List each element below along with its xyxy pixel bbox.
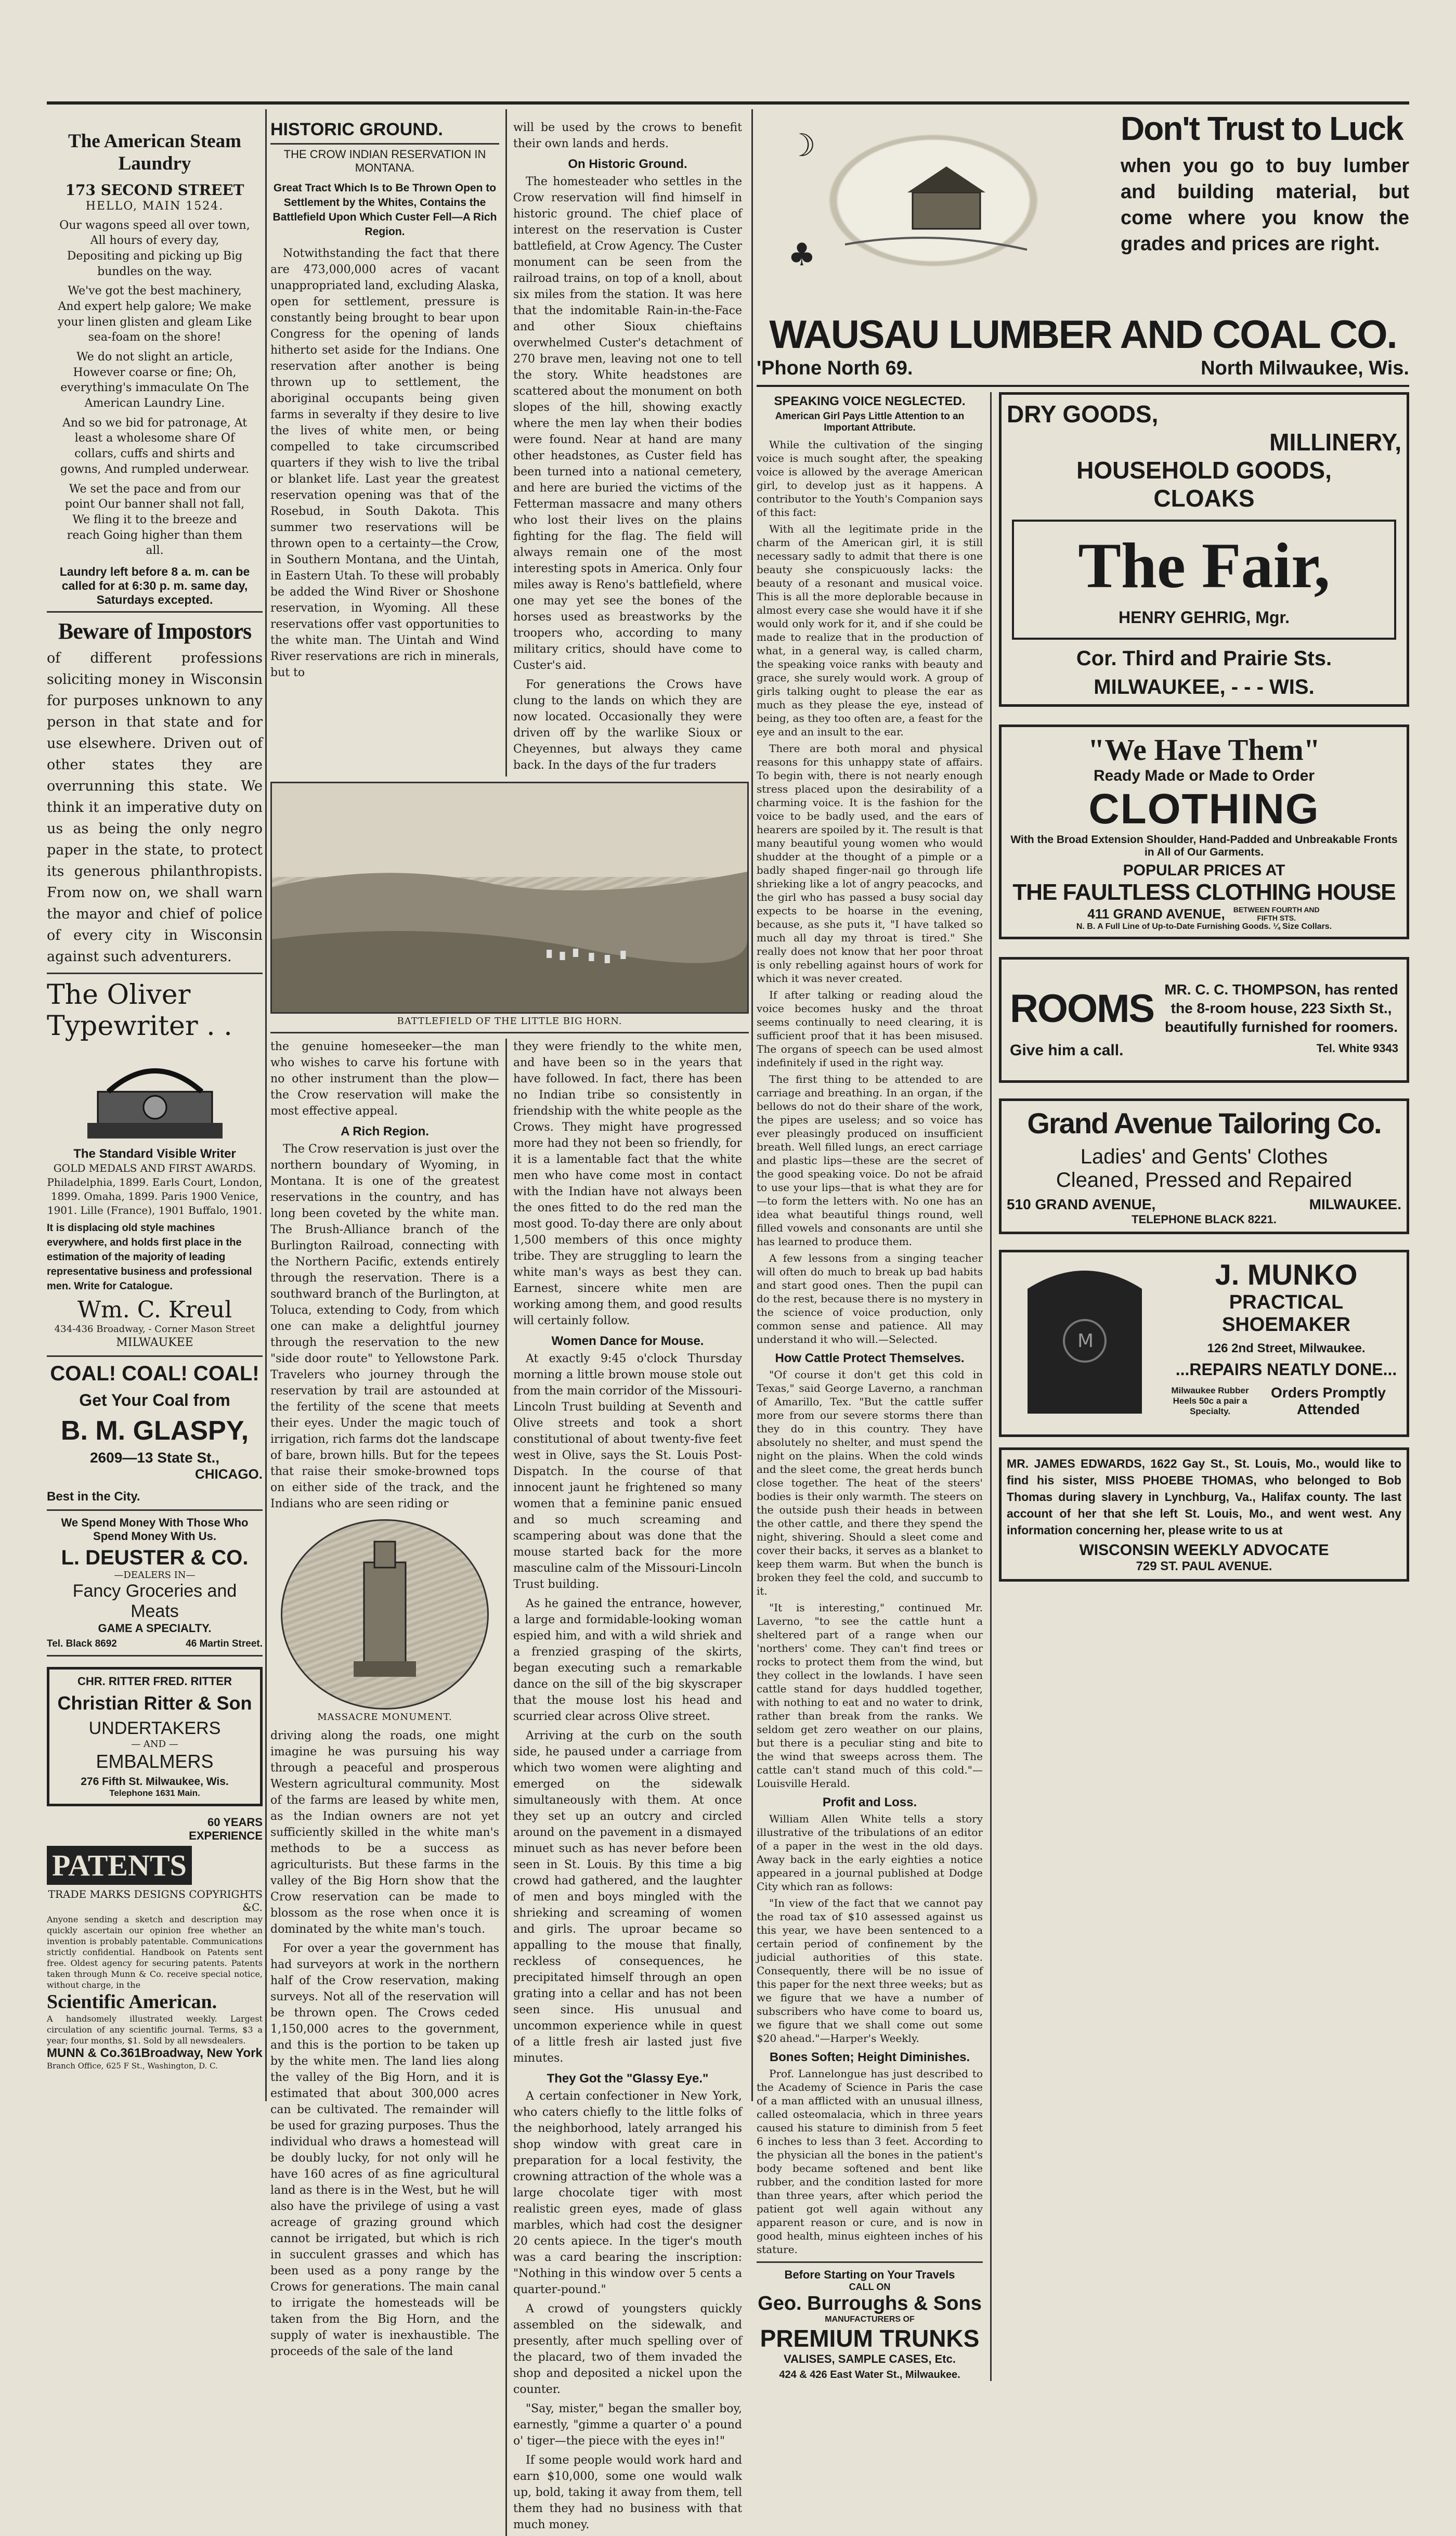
fair-ad	[999, 392, 1409, 707]
notice-address: 729 ST. PAUL AVENUE.	[1136, 1559, 1272, 1573]
article-paragraph: As he gained the entrance, however, a large and formidable-looking woman espied him, and with a wild shriek and a frenzied grasping of the skirts, began executing such a remarkable dance on the sill of the big skyscraper that the mouse lost his head and scurried clear across Olive street.	[513, 1597, 742, 1723]
profit-headline: Profit and Loss.	[822, 1795, 917, 1809]
rooms-footer	[1010, 1042, 1398, 1059]
laundry-note: Laundry left before 8 a. m. can be called for at 6:30 p. m. same day, Saturdays excepted.	[59, 564, 250, 606]
wausau-headline: Don't Trust to Luck	[1121, 110, 1403, 147]
column-ads-right	[999, 392, 1409, 2381]
coal-name: B. M. GLASPY,	[60, 1415, 249, 1446]
trunks-mfr: MANUFACTURERS OF	[825, 2315, 915, 2324]
oliver-name: Wm. C. Kreul	[77, 1296, 232, 1323]
deuster-name: L. DEUSTER & CO.	[61, 1546, 249, 1569]
tailor-address: 510 GRAND AVENUE,	[1007, 1196, 1156, 1212]
clothing-desc: With the Broad Extension Shoulder, Hand-Padded and Unbreakable Fronts in All of Our Garments.	[1010, 834, 1398, 858]
deuster-game: GAME A SPECIALTY.	[98, 1622, 212, 1635]
glassy-eye-headline: They Got the "Glassy Eye."	[547, 2072, 709, 2086]
svg-text:M: M	[1077, 1330, 1094, 1352]
ritter-and: — AND —	[131, 1739, 178, 1750]
patents-sub: TRADE MARKS DESIGNS COPYRIGHTS &C.	[48, 1887, 263, 1913]
wausau-footer	[757, 357, 1409, 380]
voice-deck: American Girl Pays Little Attention to an Important Attribute.	[775, 411, 965, 433]
article-paragraph: "In view of the fact that we cannot pay the road tax of $10 assessed against us this year, we have been sentenced to a certain period of confinement by the judicial authorities of this state. Consequently, there will be no issue of this paper for the next three weeks; but as we figure that we have a number of subscribers who have come to board us, we figure that we shall come out some $20 ahead."—Harper's Weekly.	[757, 1897, 983, 2045]
oliver-body: It is displacing old style machines everywhere, and holds first place in the estimation of the majority of leading representative business and professional men. Write for Catalogue.	[47, 1222, 252, 1292]
article-paragraph: A few lessons from a singing teacher will often do much to break up bad habits and start good ones. Then the pupil can do the rest, because there is no mystery in the science of voice production, only common sense and patience. All may understand it who will.—Selected.	[757, 1252, 983, 1345]
laundry-verse: We set the pace and from our point Our banner shall not fall, We fling it to the breeze and reach Going higher than them all.	[64, 482, 245, 558]
clothing-title: CLOTHING	[1088, 785, 1320, 833]
article-paragraph: they were friendly to the white men, and have been so in the years that have followed. In fact, there has been no Indian tribe so consistently in friendship with the white people as the Crows. They might have progressed more had they not been so friendly, for it is a lamentable fact that the white men who have come most in contact with the Indian have not always been the ones fitted to do the red man the most good. To-day there are only about 1,500 members of this once mighty tribe. They are struggling to learn the white man's ways as best they can. Earnest, sincere white men are working among them, and good results will certainly follow.	[513, 1040, 742, 1327]
oliver-address: 434-436 Broadway, - Corner Mason Street	[54, 1323, 255, 1335]
article-paragraph: Prof. Lannelongue has just described to the Academy of Science in Paris the case of a man afflicted with an unusual illness, called osteomalacia, which in three years caused his stature to diminish from 5 feet 6 inches to less than 3 feet. According to the physician all the bones in the patient's body became softened and bent like rubber, and the condition lasted for more than three years, after which period the patient got well again without any apparent reason or cure, and is now in good health, minus eighteen inches of his stature.	[757, 2067, 983, 2256]
newspaper-page	[47, 99, 1409, 2531]
historic-top	[270, 109, 749, 777]
clothing-note: N. B. A Full Line of Up-to-Date Furnishing Goods. ¼ Size Collars.	[1076, 922, 1332, 931]
article-paragraph: With all the legitimate pride in the charm of the American girl, it is still necessary sadly to admit that there is one beauty she conspicuously lacks: the beauty of a resonant and musical voice. This is all the more deplorable because in almost every case she would have it if she would only work for it, and if she could be made to realize that in the production of what, in a general way, is called charm, the speaking voice ranks with beauty and grace, she surely would work. A group of girls talking ought to please the ear as much as they please the eye, instead of being, as they too often are, a feast for the eye and an insult to the ear.	[757, 523, 983, 738]
coal-best: Best in the City.	[47, 1489, 140, 1504]
laundry-verse: Our wagons speed all over town, All hours of every day, Depositing and picking up Big bundles on the way.	[59, 218, 250, 278]
rooms-call: Give him a call.	[1010, 1042, 1124, 1059]
tailor-line1: Ladies' and Gents' Clothes	[1080, 1145, 1328, 1168]
cabin-drawing	[757, 109, 1110, 312]
trunks-name: Geo. Burroughs & Sons	[758, 2293, 982, 2314]
deuster-goods: Fancy Groceries and Meats	[72, 1581, 237, 1622]
mouse-headline: Women Dance for Mouse.	[551, 1334, 704, 1348]
trunks-call: CALL ON	[849, 2282, 891, 2292]
fair-goods: HOUSEHOLD GOODS,	[1076, 457, 1332, 484]
wausau-phone: 'Phone North 69.	[757, 357, 913, 379]
patents-body: Anyone sending a sketch and description may quickly ascertain our opinion free whether an invention is probably patentable. Communications strictly confidential. Handbook on Patents sent free. Oldest agency for securing patents. Patents taken through Munn & Co. receive special notice, without charge, in the	[47, 1914, 263, 1990]
ritter-line2: EMBALMERS	[96, 1750, 214, 1772]
munko-address: 126 2nd Street, Milwaukee.	[1207, 1341, 1366, 1355]
laundry-verse: We've got the best machinery, And expert help galore; We make your linen glisten and gleam Like sea-foam on the shore!	[57, 284, 252, 344]
patents-branch: Branch Office, 625 F St., Washington, D. C.	[47, 2061, 218, 2071]
svg-text:♣: ♣	[788, 237, 816, 273]
laundry-title: The American Steam Laundry	[68, 131, 241, 174]
rich-region-section	[270, 1039, 749, 2536]
deuster-tel: Tel. Black 8692	[47, 1638, 117, 1650]
historic-col-a	[270, 109, 499, 777]
article-paragraph: The Crow reservation is just over the northern boundary of Wyoming, in Montana. It is one of the greatest reservations in the country, and has long been coveted by the white man. The Brush-Alliance branch of the Burlington Railroad, connecting with the Northern Pacific, extends entirely through the reservation. There is a southward branch of the Burlington, at Toluca, extending to Cody, from which one can make a delightful journey through the reservation to the new "side door route" to Yellowstone Park. Travelers who journey through the reservation by trail are astounded at the fertility of the scene that meets their eyes. Under the magic touch of irrigation, rich farms dot the landscape of bare, brown hills. But for the tepees that raise their smoke-browned tops on either side of the track, and the Indians who are seen riding or	[270, 1143, 499, 1510]
column-right	[757, 109, 1409, 2380]
oliver-sub: The Standard Visible Writer	[73, 1146, 236, 1161]
typewriter-illustration	[77, 1045, 233, 1144]
impostors-body: of different professions soliciting money in Wisconsin for purposes unknown to any person in that state and for use elsewhere. Driven out of other states they are overrunning this state. We think it an imperative duty on us as being the only negro paper in the state, to protect its generous philanthropists. From now on, we shall warn the mayor and chief of police of every city in Wisconsin against such adventurers.	[47, 650, 263, 965]
tailor-city: MILWAUKEE.	[1309, 1196, 1401, 1212]
coal-title: COAL! COAL! COAL!	[50, 1362, 259, 1385]
article-paragraph: A certain confectioner in New York, who caters chiefly to the little folks of the neighborhood, lately arranged his shop window with great care in preparation for a local festivity, the crowning attraction of the whole was a large chocolate tiger with most realistic green eyes, made of glass marbles, which had cost the designer 20 cents apiece. In the tiger's mouth was a card bearing the inscription: "Nothing in this window over 5 cents a quarter-pound."	[513, 2090, 742, 2296]
article-paragraph: For generations the Crows have clung to the lands on which they are now located. Occasionally they were driven off by the warlike Sioux or Cheyennes, but always they came back. In the days of the fur traders	[513, 678, 742, 772]
horseshoe-illustration	[757, 109, 1110, 312]
wausau-address: North Milwaukee, Wis.	[1201, 357, 1409, 379]
tailor-title: Grand Avenue Tailoring Co.	[1027, 1107, 1381, 1140]
article-paragraph: The first thing to be attended to are carriage and breathing. In an organ, if the bellows do not do their share of the work, the pipes are useless; and so voice has ever pleasingly produced on insufficient breath. Well filled lungs, an erect carriage and plastic lips—these are the secret of the good speaking voice. Do not be afraid to use your lips—that is what they are for—to form the letters with. No one has an idea what beautiful things round, well filled vowels and consonants are until she has learned to produce them.	[757, 1073, 983, 1248]
tailor-footer	[1007, 1196, 1401, 1213]
deuster-footer	[47, 1638, 263, 1650]
laundry-verse: We do not slight an article, However coarse or fine; Oh, everything's immaculate On The American Laundry Line.	[60, 351, 249, 410]
article-paragraph: "Of course it don't get this cold in Texas," said George Laverno, a ranchman of Amarillo, Tex. "But the cattle suffer more from our severe storms there than they do in this country. They have absolutely no shelter, and must spend the night on the plains. When the cold winds and the sleet come, the great herds bunch close together. The heat of the steers' bodies is their only warmth. The steers on the outside push their heads in between the other cattle, and there they spend the night, shivering. Should a sleet come and cover their backs, it serves as a blanket to keep them warm. But when the bunch is broken they feel the cold, and succumb to it.	[757, 1368, 983, 1597]
column-voice	[757, 392, 983, 2381]
fair-inner-box	[1012, 520, 1396, 640]
rooms-body: MR. C. C. THOMPSON, has rented the 8-room house, 223 Sixth St., beautifully furnished for roomers.	[1164, 981, 1398, 1035]
missing-sister-notice	[999, 1447, 1409, 1582]
clothing-head: "We Have Them"	[1088, 733, 1320, 767]
article-paragraph: the genuine homeseeker—the man who wishes to carve his fortune with no other instrument than the plow—the Crow reservation will make the most effective appeal.	[270, 1040, 499, 1118]
laundry-address: 173 SECOND STREET	[65, 182, 244, 199]
deuster-ad	[47, 1511, 263, 1657]
oliver-title: The Oliver Typewriter . .	[47, 979, 232, 1042]
inner-rule	[505, 1039, 507, 2536]
rich-subhead: A Rich Region.	[341, 1124, 429, 1138]
coal-ad	[47, 1357, 263, 1511]
patents-paper: Scientific American.	[47, 1990, 217, 2013]
massacre-monument-illustration	[281, 1519, 489, 1710]
article-paragraph: For over a year the government has had surveyors at work in the northern half of the Crow reservation, making surveys. Not all of the reservation will be thrown open. The Crows ceded 1,150,000 acres to the government, and this is the portion to be taken up by the white men. The land lies along the valley of the Big Horn, and it is estimated that about 300,000 acres can be cultivated. The remainder will be used for grazing purposes. Thus the individual who draws a homestead will be doubly lucky, for not only will he have 160 acres of as fine agricultural land as there is in the West, but he will also have the privilege of using a vast acreage of grazing ground which cannot be irrigated, but which is rich in succulent grasses and which has been used as a pony range by the Crows for generations. The main canal to irrigate the homesteads will be taken from the Big Horn, and the supply of water is inexhaustible. The proceeds of the sale of the land	[270, 1942, 499, 2358]
munko-heels: Milwaukee Rubber Heels 50c a pair a Specialty.	[1171, 1386, 1249, 1416]
munko-copy	[1171, 1258, 1401, 1429]
fair-goods: DRY GOODS,	[1007, 400, 1159, 428]
ritter-ad	[47, 1667, 263, 1806]
article-paragraph: William Allen White tells a story illustrative of the tribulations of an editor of a paper in the west in the old days. Away back in the early eighties a notice appeared in a journal published at Dodge City which ran as follows:	[757, 1813, 983, 1893]
clothing-between: BETWEEN FOURTH AND FIFTH STS.	[1233, 905, 1320, 922]
patents-body2: A handsomely illustrated weekly. Largest circulation of any scientific journal. Terms, $3 a year; four months, $1. Sold by all newsdealers.	[47, 2013, 263, 2046]
article-paragraph: will be used by the crows to benefit their own lands and herds.	[513, 121, 742, 150]
wausau-body: when you go to buy lumber and building material, but come where you know the grades and prices are right.	[1121, 155, 1409, 255]
deuster-address: 46 Martin Street.	[186, 1638, 263, 1650]
munko-orders: Orders Promptly Attended	[1271, 1385, 1386, 1417]
monument-drawing	[282, 1521, 487, 1708]
oliver-ad	[47, 974, 263, 1357]
clothing-address: 411 GRAND AVENUE,	[1087, 905, 1225, 922]
patents-title: PATENTS	[47, 1846, 192, 1885]
oliver-city: MILWAUKEE	[116, 1336, 193, 1350]
wausau-ad	[757, 109, 1409, 387]
patents-experience: 60 YEARS EXPERIENCE	[189, 1815, 263, 1842]
bones-headline: Bones Soften; Height Diminishes.	[769, 2050, 970, 2064]
historic-headline: HISTORIC GROUND.	[270, 120, 443, 139]
rooms-row	[1010, 980, 1398, 1037]
article-paragraph: There are both moral and physical reasons for this unhappy state of affairs. To begin with, there is not nearly enough stress placed upon the desirability of a charming voice. It is the fashion for the voice to be badly used, and the ears of hearers are spoiled by it. The result is that many beautiful young women who would shudder at the thought of a pimple or a badly shaped finger-nail go through life shrieking like a lot of angry peacocks, and the girl who has passed a busy social day expects to be hoarse in the evening, because, as she puts it, "I have talked so much all day my throat is tired." She really does not know that her poor throat is only rebelling against hours of work for which it was never created.	[757, 742, 983, 985]
laundry-phone: HELLO, MAIN 1524.	[85, 200, 224, 213]
article-paragraph: If some people would work hard and earn $10,000, some one would walk up, bold, taking it away from them, tell them they had no business with that much money.	[513, 2454, 742, 2531]
column-articles	[270, 109, 749, 2531]
article-paragraph: At exactly 9:45 o'clock Thursday morning a little brown mouse stole out from the main corridor of the Missouri-Lincoln Trust building at Seventh and Olive streets and took a short constitutional of about twenty-five feet west in Olive, says the St. Louis Post-Dispatch. In the course of that innocent jaunt he frightened so many women that a feminine panic ensued and so much screaming and scampering about was done that the mouse started back for the more masculine calm of the Missouri-Lincoln Trust building.	[513, 1352, 742, 1591]
coal-city: CHICAGO.	[195, 1466, 263, 1482]
fair-title: The Fair,	[1078, 530, 1330, 601]
historic-col-b	[513, 109, 742, 777]
column-divider	[265, 109, 267, 2101]
wausau-name: WAUSAU LUMBER AND COAL CO.	[769, 313, 1397, 357]
patents-firm: MUNN & Co.361Broadway, New York	[47, 2046, 263, 2060]
patents-ad	[47, 1810, 263, 2071]
deuster-lead: We Spend Money With Those Who Spend Money With Us.	[61, 1516, 249, 1543]
rooms-ad	[999, 957, 1409, 1083]
trunks-lead: Before Starting on Your Travels	[784, 2268, 955, 2281]
article-paragraph: If after talking or reading aloud the voice becomes husky and the throat seems continually to need clearing, it is sufficient proof that it has been misused. The organs of speech can be used almost indefinitely if used in the right way.	[757, 989, 983, 1069]
lower-right	[757, 392, 1409, 2381]
coal-sub: Get Your Coal from	[79, 1390, 230, 1409]
clothing-house: THE FAULTLESS CLOTHING HOUSE	[1012, 879, 1396, 905]
ritter-address: 276 Fifth St. Milwaukee, Wis.	[81, 1775, 229, 1788]
notice-paper: WISCONSIN WEEKLY ADVOCATE	[1079, 1542, 1329, 1559]
fair-goods: CLOAKS	[1153, 485, 1255, 512]
column-ads-left	[47, 109, 263, 2101]
tailor-line2: Cleaned, Pressed and Repaired	[1056, 1169, 1353, 1192]
battlefield-caption: BATTLEFIELD OF THE LITTLE BIG HORN.	[397, 1016, 622, 1027]
tailor-ad	[999, 1098, 1409, 1234]
fair-address: Cor. Third and Prairie Sts.	[1076, 647, 1332, 670]
monument-caption: MASSACRE MONUMENT.	[317, 1712, 452, 1723]
historic-subhead: On Historic Ground.	[568, 157, 687, 171]
impostors-title: Beware of Impostors	[58, 618, 252, 644]
clothing-ad	[999, 724, 1409, 939]
article-paragraph: A crowd of youngsters quickly assembled on the sidewalk, and presently, after much spelling over of the placard, two of them invaded the shop and deposited a nickel upon the counter.	[513, 2302, 742, 2396]
article-paragraph: While the cultivation of the singing voice is much sought after, the speaking voice is allowed by the average American girl, to develop just as it happens. A contributor to the Youth's Companion says of this fact:	[757, 438, 983, 519]
munko-ad	[999, 1250, 1409, 1437]
cattle-headline: How Cattle Protect Themselves.	[775, 1351, 965, 1365]
clothing-sub: Ready Made or Made to Order	[1093, 767, 1315, 784]
clothing-prices: POPULAR PRICES AT	[1123, 862, 1285, 879]
trunks-address: 424 & 426 East Water St., Milwaukee.	[779, 2369, 960, 2380]
munko-footer	[1171, 1385, 1401, 1418]
laundry-verse: And so we bid for patronage, At least a wholesome share Of collars, cuffs and shirts and gowns, And rumpled underwear.	[60, 416, 250, 476]
shoe-heel-icon	[1007, 1258, 1163, 1429]
ritter-names: CHR. RITTER FRED. RITTER	[77, 1675, 232, 1688]
clothing-address-row	[1007, 905, 1401, 922]
rooms-tel: Tel. White 9343	[1316, 1042, 1398, 1055]
notice-body: MR. JAMES EDWARDS, 1622 Gay St., St. Louis, Mo., would like to find his sister, MISS PHOEBE THOMAS, who belonged to Bob Thomas during slavery in Lynchburg, Va., Halifax county. The last account of her that she left St. Louis, Mo., and went west. Any information concerning her, please write to us at	[1007, 1457, 1401, 1537]
trunks-ad	[757, 2268, 983, 2381]
column-divider	[751, 109, 753, 2101]
munko-title: PRACTICAL SHOEMAKER	[1221, 1291, 1351, 1336]
rich-col-b	[513, 1039, 742, 2536]
laundry-ad	[47, 130, 263, 613]
ritter-line1: UNDERTAKERS	[88, 1718, 221, 1739]
voice-headline: SPEAKING VOICE NEGLECTED.	[774, 394, 966, 408]
rooms-title: ROOMS	[1010, 986, 1154, 1031]
article-paragraph: Arriving at the curb on the south side, he paused under a carriage from which two women were alighting and emerged on the sidewalk simultaneously with them. At once they set up an outcry and circled around on the pavement in a dismayed minuet such as has never before been seen in St. Louis. By this time a big crowd had gathered, and the laughter of men and boys mingled with the shrieking and screaming of women and girls. The uproar became so appalling to the mouse that finally, reckless of consequences, he precipitated himself through an open grating into a cellar and has not been seen since. His unusual and uncommon experience while in quest of a little fresh air lasted just five minutes.	[513, 1729, 742, 2065]
historic-sub: THE CROW INDIAN RESERVATION IN MONTANA.	[283, 148, 486, 174]
inner-rule	[990, 392, 992, 2381]
fair-manager: HENRY GEHRIG, Mgr.	[1119, 608, 1290, 627]
rich-col-a	[270, 1039, 499, 2536]
ritter-title: Christian Ritter & Son	[57, 1692, 252, 1714]
article-paragraph: driving along the roads, one might imagine he was pursuing his way through a peaceful and prosperous Western agricultural community. Most of the farms are leased by white men, as the Indian owners are not yet sufficiently skilled in the white man's methods to be a success as agriculturists. But these farms in the valley of the Big Horn show that the Crow reservation can be made to blossom as the rose when once it is dominated by the white man's touch.	[270, 1729, 499, 1936]
impostors-ad	[47, 613, 263, 974]
wausau-top	[757, 109, 1409, 312]
historic-deck: Great Tract Which Is to Be Thrown Open to Settlement by the Whites, Contains the Battlefield Upon Which Custer Fell—A Rich Region.	[272, 182, 497, 238]
svg-text:☽: ☽	[788, 127, 816, 164]
article-paragraph: Notwithstanding the fact that there are 473,000,000 acres of vacant unappropriated land, excluding Alaska, open for settlement, pressure is constantly being brought to bear upon Congress for the opening of lands hitherto set aside for the Indians. One reservation after another is being thrown up to settlement, the aboriginal occupants being given farms in severalty if they desire to live the lives of white men, or being compelled to take circumscribed quarters if they wish to live the tribal or blanket life. Last year the greatest reservation opening was that of the Rosebud, in South Dakota. This summer two reservations will be thrown open to a certainty—the Crow, in Southern Montana, and the Uintah, in Eastern Utah. To these will probably be added the Wind River or Shoshone reservation, in Wyoming. All these reservations offer vast opportunities to the white man. The Uintah and Wind River reservations are rich in minerals, but to	[270, 247, 499, 679]
trunks-title: PREMIUM TRUNKS	[760, 2325, 980, 2352]
coal-address: 2609—13 State St.,	[89, 1449, 220, 1466]
wausau-copy	[1110, 109, 1409, 312]
article-paragraph: "It is interesting," continued Mr. Laverno, "to see the cattle hunt a sheltered part of a range when our 'northers' come. They can't find trees or rocks to protect them from the wind, but they collect in the lowlands. I have seen cattle stand for days huddled together, with nothing to eat and no water to drink, rather than break from the ranks. We seldom get zero weather on our plains, but there is a peculiar sting and bite to the wind that sweeps across them. The cattle can't stand much of this cold."—Louisville Herald.	[757, 1601, 983, 1790]
battlefield-drawing	[272, 783, 747, 1012]
fair-city: MILWAUKEE, - - - WIS.	[1094, 676, 1315, 698]
munko-repairs: ...REPAIRS NEATLY DONE...	[1175, 1360, 1397, 1379]
munko-name: J. MUNKO	[1215, 1258, 1358, 1291]
article-paragraph: The homesteader who settles in the Crow reservation will find himself in historic ground. The chief place of interest on the reservation is Custer battlefield, at Crow Agency. The Custer monument can be seen from the railroad trains, on top of a knoll, about six miles from the station. It was here that the indomitable Rain-in-the-Face and other Sioux chieftains overwhelmed Custer's detachment of 270 brave men, leaving not one to tell the story. White headstones are scattered about the monument on both slopes of the hill, showing exactly where the men lay when their bodies were found. Near at hand are many other headstones, as Custer field has been turned into a national cemetery, and here are buried the victims of the Fetterman massacre and many others who lost their lives on the plains fighting for the flag. The field will always remain one of the most interesting spots in America. Only four miles away is Reno's battlefield, where one may yet see the bones of the horses used as breastworks by the troopers who, according to many military critics, should have come to Custer's aid.	[513, 175, 742, 672]
inner-rule	[505, 109, 507, 777]
ritter-tel: Telephone 1631 Main.	[109, 1788, 200, 1798]
deuster-dealers: —DEALERS IN—	[114, 1569, 196, 1581]
battlefield-illustration	[270, 782, 749, 1014]
trunks-sub: VALISES, SAMPLE CASES, Etc.	[784, 2352, 956, 2365]
tailor-tel: TELEPHONE BLACK 8221.	[1132, 1213, 1277, 1226]
oliver-medals: GOLD MEDALS AND FIRST AWARDS. Philadelphia, 1899. Earls Court, London, 1899. Omaha, 1899. Paris 1900 Venice, 1901. Lille (France), 1901 Buffalo, 1901.	[47, 1161, 263, 1217]
fair-goods: MILLINERY,	[1269, 429, 1401, 456]
article-paragraph: "Say, mister," began the smaller boy, earnestly, "gimme a quarter o' a pound o' tiger—the piece with the eyes in!"	[513, 2402, 742, 2448]
